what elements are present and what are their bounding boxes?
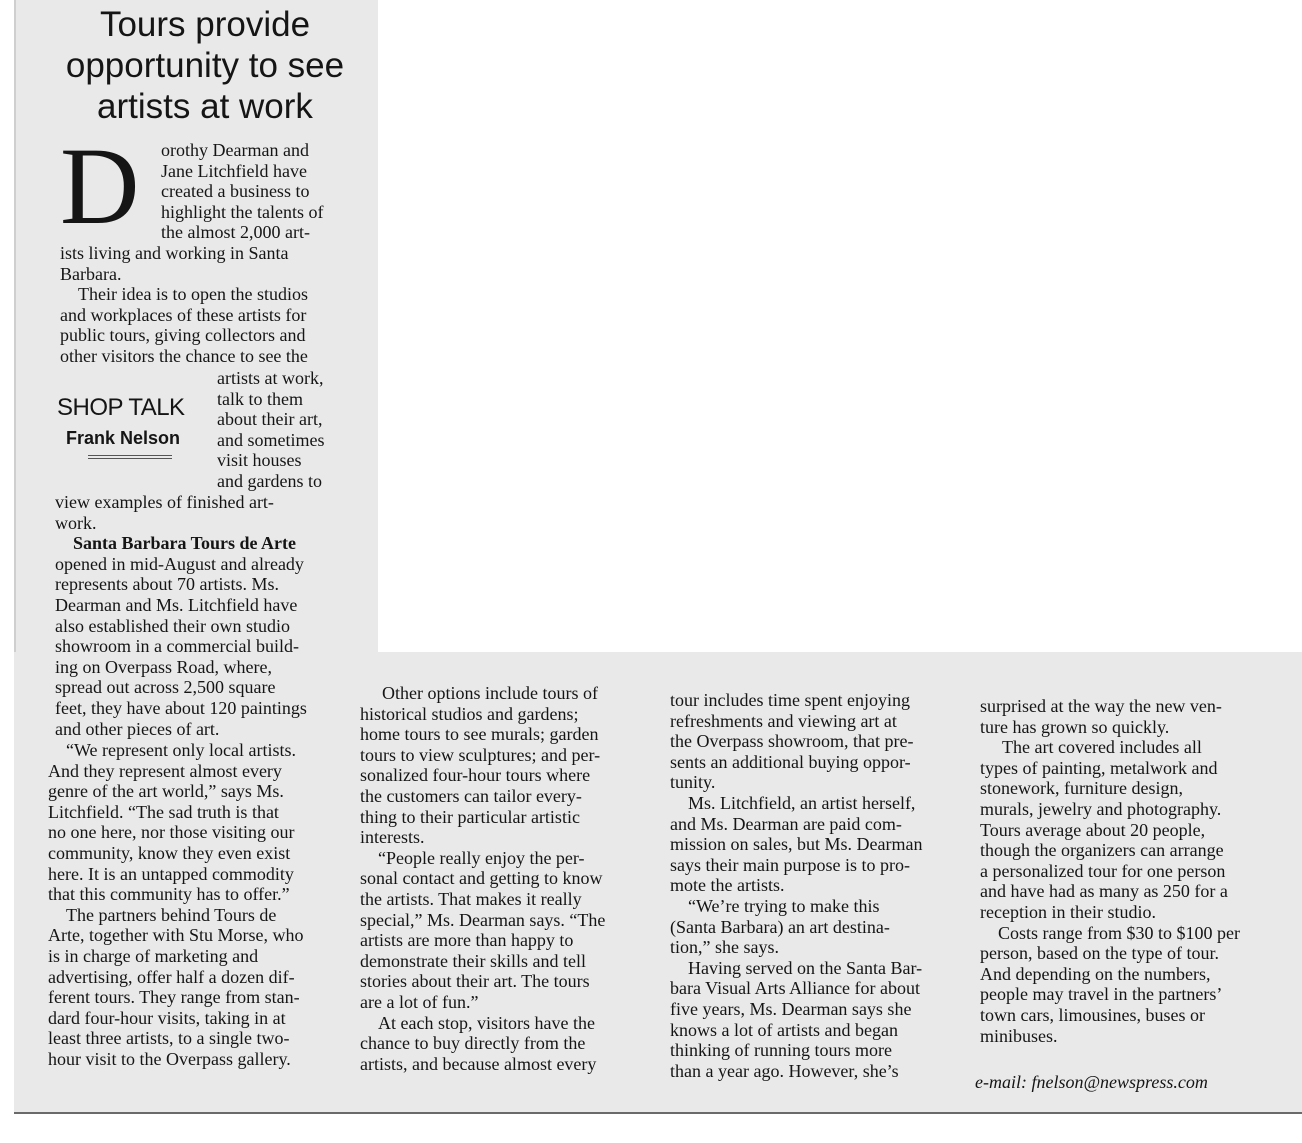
text-line: feet, they have about 120 paintings xyxy=(55,697,307,718)
text-line: sonalized four-hour tours where xyxy=(360,765,591,786)
text-line: Costs range from $30 to $100 per xyxy=(998,922,1240,943)
text-line: tours to view sculptures; and per- xyxy=(360,744,601,765)
text-line: chance to buy directly from the xyxy=(360,1033,586,1054)
text-line: showroom in a commercial build- xyxy=(55,636,299,657)
text-line: no one here, nor those visiting our xyxy=(48,822,295,843)
text-line: and Ms. Dearman are paid com- xyxy=(670,813,902,834)
headline-line: Tours provide xyxy=(99,5,311,44)
text-line: ing on Overpass Road, where, xyxy=(55,656,272,677)
text-line: and other pieces of art. xyxy=(55,718,220,739)
text-line: work. xyxy=(55,512,97,533)
column-1-side xyxy=(217,368,357,492)
text-line: other visitors the chance to see the xyxy=(60,345,308,366)
text-line: hour visit to the Overpass gallery. xyxy=(48,1048,291,1069)
text-line: (Santa Barbara) an art destina- xyxy=(670,916,890,937)
text-line: created a business to xyxy=(161,181,310,202)
text-line: visit houses xyxy=(217,450,302,471)
text-line: and gardens to xyxy=(217,470,322,491)
text-line: bara Visual Arts Alliance for about xyxy=(670,978,921,999)
text-line: the artists. That makes it really xyxy=(360,888,582,909)
text-line: And they represent almost every xyxy=(48,760,282,781)
headline-line: opportunity to see xyxy=(65,46,345,85)
text-line: the almost 2,000 art- xyxy=(161,222,310,243)
text-line: Litchfield. “The sad truth is that xyxy=(48,801,279,822)
text-line: a personalized tour for one person xyxy=(980,860,1226,881)
text-line: mote the artists. xyxy=(670,875,785,896)
headline-line: artists at work xyxy=(97,87,313,126)
text-line: view examples of finished art- xyxy=(55,492,274,512)
text-line: historical studios and gardens; xyxy=(360,703,579,724)
text-line: opened in mid-August and already xyxy=(55,553,304,574)
column-kicker: SHOP TALK xyxy=(57,394,185,421)
bottom-rule xyxy=(14,1112,1302,1114)
text-line: though the organizers can arrange xyxy=(980,840,1224,861)
byline: Frank Nelson xyxy=(66,428,181,448)
text-line: is in charge of marketing and xyxy=(48,945,259,966)
text-line: Ms. Litchfield, an artist herself, xyxy=(688,792,916,813)
text-line: thing to their particular artistic xyxy=(360,806,580,827)
text-line: mission on sales, but Ms. Dearman xyxy=(670,834,923,855)
text-line: are a lot of fun.” xyxy=(360,991,479,1012)
text-line: Arte, together with Stu Morse, who xyxy=(48,925,304,946)
text-line: thinking of running tours more xyxy=(670,1040,892,1061)
text-line: person, based on the type of tour. xyxy=(980,943,1219,964)
text-line: refreshments and viewing art at xyxy=(670,710,897,731)
text-line: the Overpass showroom, that pre- xyxy=(670,731,914,752)
text-line: public tours, giving collectors and xyxy=(60,325,306,346)
column-1-upper xyxy=(60,243,360,367)
text-line: Jane Litchfield have xyxy=(161,160,307,181)
text-line: and sometimes xyxy=(217,429,325,450)
text-line: home tours to see murals; garden xyxy=(360,724,599,745)
text-line: artists, and because almost every xyxy=(360,1053,597,1074)
text-line: artists at work, xyxy=(217,368,324,388)
text-line: ists living and working in Santa xyxy=(60,243,289,263)
text-line: than a year ago. However, she’s xyxy=(670,1060,899,1081)
text-line: Dearman and Ms. Litchfield have xyxy=(55,594,298,615)
text-line: demonstrate their skills and tell xyxy=(360,950,586,971)
text-line: artists are more than happy to xyxy=(360,930,574,951)
text-line: stonework, furniture design, xyxy=(980,778,1183,799)
text-line: “We represent only local artists. xyxy=(66,740,296,760)
text-line: also established their own studio xyxy=(55,615,290,636)
text-line: that this community has to offer.” xyxy=(48,884,290,905)
text-line: At each stop, visitors have the xyxy=(378,1012,595,1033)
drop-cap: D xyxy=(60,125,140,247)
text-line: genre of the art world,” says Ms. xyxy=(48,781,284,802)
text-line: knows a lot of artists and began xyxy=(670,1019,898,1040)
text-line: And depending on the numbers, xyxy=(980,963,1211,984)
text-line: the customers can tailor every- xyxy=(360,785,582,806)
text-line: Tours average about 20 people, xyxy=(980,819,1206,840)
column-3 xyxy=(670,690,970,1081)
text-line: represents about 70 artists. Ms. xyxy=(55,574,279,595)
text-line: Barbara. xyxy=(60,263,122,284)
text-line: advertising, offer half a dozen dif- xyxy=(48,966,295,987)
text-line: ture has grown so quickly. xyxy=(980,716,1170,737)
column-1-bottom xyxy=(48,740,360,1070)
text-line: “We’re trying to make this xyxy=(688,895,880,916)
text-line: special,” Ms. Dearman says. “The xyxy=(360,909,606,930)
text-line: The art covered includes all xyxy=(1002,737,1202,758)
text-line: and workplaces of these artists for xyxy=(60,304,307,325)
text-line: minibuses. xyxy=(980,1025,1058,1046)
text-line: Their idea is to open the studios xyxy=(78,284,308,305)
text-line: The partners behind Tours de xyxy=(66,904,277,925)
column-1-lower xyxy=(55,492,360,739)
text-line: types of painting, metalwork and xyxy=(980,757,1218,778)
text-line: “People really enjoy the per- xyxy=(378,847,585,868)
intro-lines xyxy=(161,140,356,243)
author-email: e-mail: fnelson@newspress.com xyxy=(975,1072,1208,1092)
text-line: ferent tours. They range from stan- xyxy=(48,987,300,1008)
column-4 xyxy=(980,696,1280,1046)
text-line: stories about their art. The tours xyxy=(360,971,590,992)
text-line: highlight the talents of xyxy=(161,201,324,222)
text-line: reception in their studio. xyxy=(980,901,1156,922)
text-line: says their main purpose is to pro- xyxy=(670,854,910,875)
text-line: sonal contact and getting to know xyxy=(360,868,603,889)
text-line: tunity. xyxy=(670,772,716,793)
text-line: here. It is an untapped commodity xyxy=(48,863,294,884)
text-line: talk to them xyxy=(217,388,303,409)
text-line: Santa Barbara Tours de Arte xyxy=(73,533,297,554)
text-line: Having served on the Santa Bar- xyxy=(688,957,923,978)
text-line: least three artists, to a single two- xyxy=(48,1028,290,1049)
headline xyxy=(40,4,370,127)
text-line: sents an additional buying oppor- xyxy=(670,751,911,772)
text-line: Other options include tours of xyxy=(382,683,598,703)
text-line: surprised at the way the new ven- xyxy=(980,696,1222,716)
text-line: orothy Dearman and xyxy=(161,140,309,160)
text-line: about their art, xyxy=(217,409,323,430)
text-line: and have had as many as 250 for a xyxy=(980,881,1228,902)
text-line: tour includes time spent enjoying xyxy=(670,690,910,710)
column-2 xyxy=(360,683,660,1074)
text-line: community, know they even exist xyxy=(48,842,291,863)
text-line: tion,” she says. xyxy=(670,937,779,958)
text-line: five years, Ms. Dearman says she xyxy=(670,998,912,1019)
byline-rule xyxy=(88,455,172,459)
text-line: people may travel in the partners’ xyxy=(980,984,1223,1005)
text-line: town cars, limousines, buses or xyxy=(980,1004,1205,1025)
text-line: spread out across 2,500 square xyxy=(55,677,276,698)
text-line: murals, jewelry and photography. xyxy=(980,798,1222,819)
text-line: interests. xyxy=(360,827,425,848)
text-line: dard four-hour visits, taking in at xyxy=(48,1007,286,1028)
